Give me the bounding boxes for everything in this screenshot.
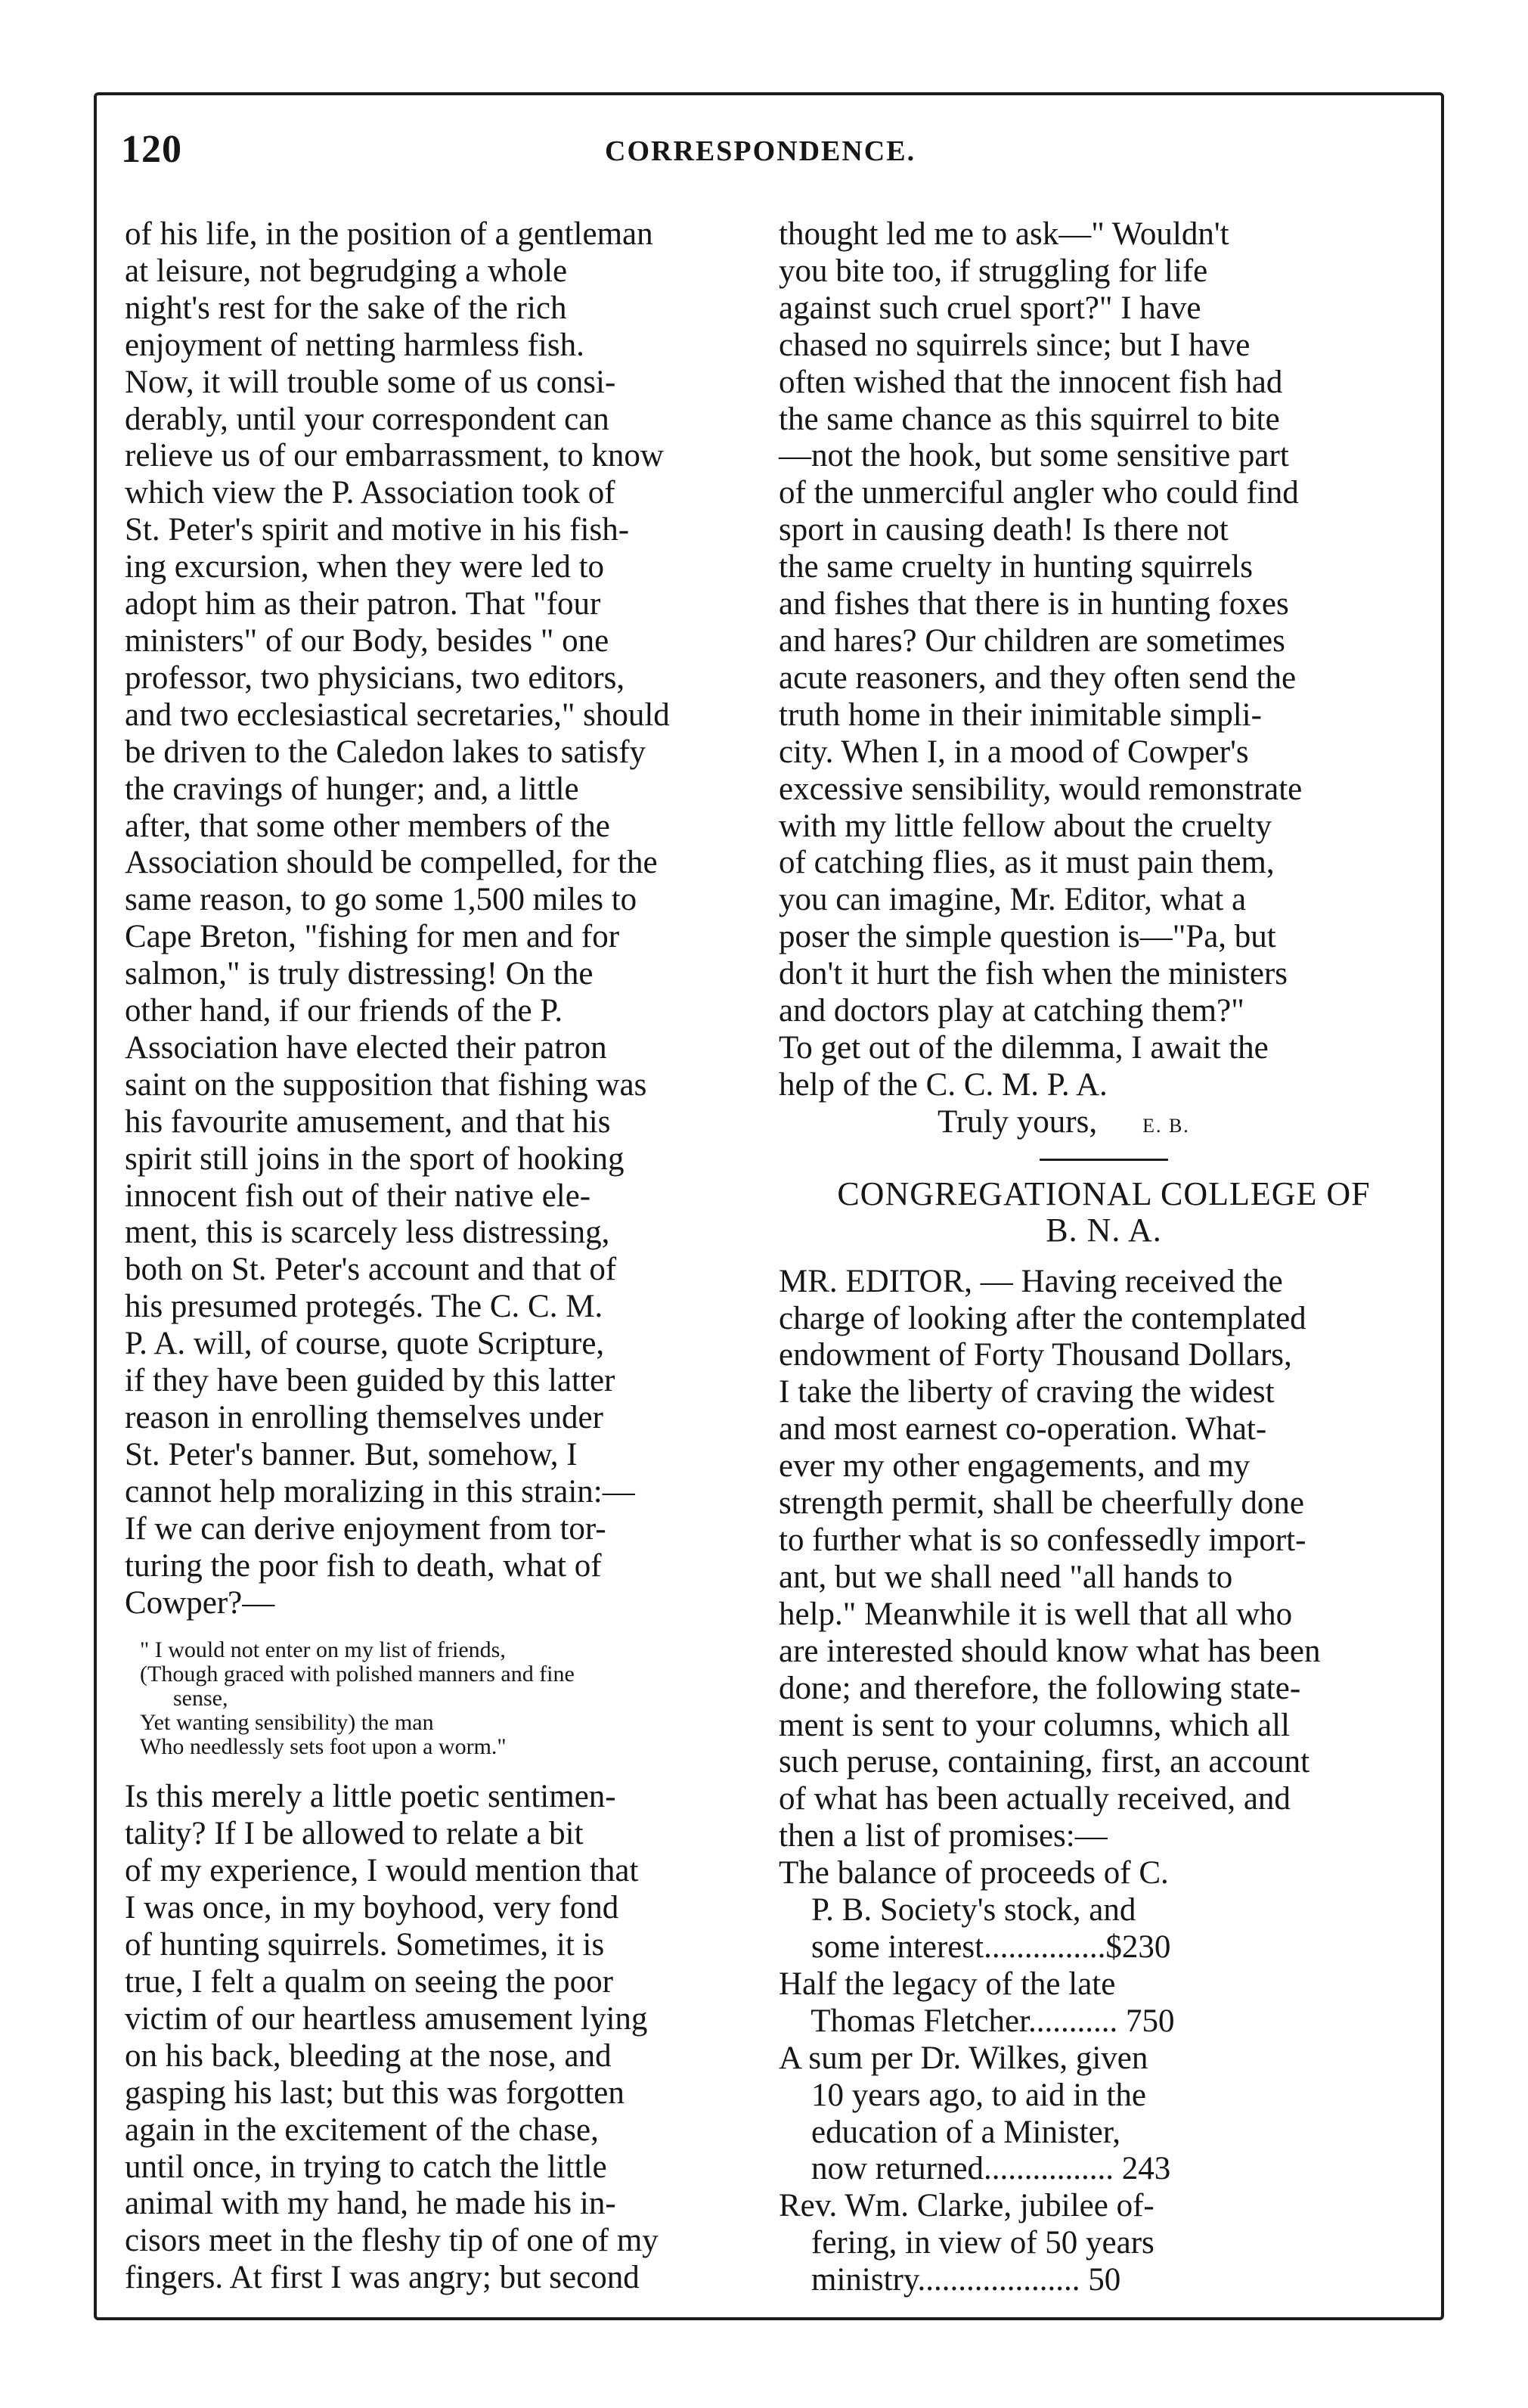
right-column [779, 216, 1429, 2299]
text-line: Cowper?— [125, 1584, 275, 1621]
text-line: against such cruel sport?" I have [779, 290, 1201, 326]
text-line: truth home in their inimitable simpli- [779, 697, 1262, 733]
text-line: derably, until your correspondent can [125, 401, 609, 437]
section-title [779, 1176, 1429, 1249]
text-line: of catching flies, as it must pain them, [779, 845, 1275, 881]
text-line: sport in causing death! Is there not [779, 512, 1229, 548]
text-line: saint on the supposition that fishing was [125, 1066, 647, 1103]
right-column-text [779, 216, 1429, 1104]
text-line: —not the hook, but some sensitive part [779, 438, 1289, 474]
text-line: fingers. At first I was angry; but second [125, 2260, 640, 2296]
ledger-line: The balance of proceeds of C. [779, 1855, 1169, 1891]
text-line: help of the C. C. M. P. A. [779, 1066, 1108, 1103]
text-line: P. A. will, of course, quote Scripture, [125, 1326, 605, 1362]
text-line: which view the P. Association took of [125, 475, 615, 511]
text-line: and hares? Our children are sometimes [779, 622, 1285, 659]
left-column-text [125, 216, 764, 1621]
text-line: of hunting squirrels. Sometimes, it is [125, 1927, 605, 1963]
text-line: Is this merely a little poetic sentimen- [125, 1779, 616, 1815]
text-line: strength permit, shall be cheerfully done [779, 1485, 1304, 1522]
text-line: of the unmerciful angler who could find [779, 475, 1299, 511]
text-line: ing excursion, when they were led to [125, 549, 605, 585]
text-line: again in the excitement of the chase, [125, 2112, 599, 2148]
text-line: and doctors play at catching them?" [779, 993, 1244, 1029]
text-line: I was once, in my boyhood, very fond [125, 1890, 619, 1926]
text-line: poser the simple question is—"Pa, but [779, 919, 1276, 955]
text-line: of what has been actually received, and [779, 1781, 1291, 1817]
verse-line: Yet wanting sensibility) the man [140, 1710, 434, 1736]
text-line: victim of our heartless amusement lying [125, 2000, 648, 2037]
ledger-line: education of a Minister, [779, 2114, 1121, 2150]
ledger-line: ministry.................... 50 [779, 2262, 1121, 2298]
text-line: other hand, if our friends of the P. [125, 993, 563, 1029]
section-title-line-2: B. N. A. [1046, 1211, 1162, 1249]
section-divider [1040, 1159, 1168, 1161]
section-title-line-1: CONGREGATIONAL COLLEGE OF [837, 1175, 1371, 1212]
text-line: St. Peter's banner. But, somehow, I [125, 1436, 578, 1472]
text-line: with my little fellow about the cruelty [779, 808, 1272, 844]
cowper-verse [140, 1638, 764, 1759]
text-line: adopt him as their patron. That "four [125, 586, 601, 622]
ledger-line: A sum per Dr. Wilkes, given [779, 2040, 1148, 2076]
left-column-text-continued [125, 1779, 764, 2297]
text-line: you bite too, if struggling for life [779, 253, 1208, 289]
text-line: true, I felt a qualm on seeing the poor [125, 1963, 613, 2000]
signature-closing: Truly yours, [938, 1103, 1098, 1140]
text-line: Cape Breton, "fishing for men and for [125, 919, 620, 955]
text-line: on his back, bleeding at the nose, and [125, 2037, 612, 2074]
text-line: professor, two physicians, two editors, [125, 659, 625, 696]
text-line: turing the poor fish to death, what of [125, 1547, 602, 1584]
text-line: and two ecclesiastical secretaries," should [125, 697, 670, 733]
text-line: endowment of Forty Thousand Dollars, [779, 1337, 1292, 1373]
ledger-line: some interest...............$230 [779, 1929, 1171, 1965]
ledger-line: Half the legacy of the late [779, 1966, 1116, 2002]
text-line: spirit still joins in the sport of hooking [125, 1140, 625, 1177]
letter-signature [938, 1104, 1429, 1145]
text-line: To get out of the dilemma, I await the [779, 1029, 1269, 1066]
text-line: city. When I, in a mood of Cowper's [779, 734, 1249, 770]
text-line: ment is sent to your columns, which all [779, 1707, 1290, 1743]
text-line: are interested should know what has been [779, 1633, 1321, 1669]
text-line: gasping his last; but this was forgotten [125, 2074, 625, 2111]
text-line: enjoyment of netting harmless fish. [125, 327, 584, 363]
page-number: 120 [121, 128, 182, 171]
text-line: be driven to the Caledon lakes to satisfy [125, 734, 646, 770]
text-line: Association have elected their patron [125, 1029, 607, 1066]
ledger-line: now returned................ 243 [779, 2151, 1171, 2187]
text-line: help." Meanwhile it is well that all who [779, 1596, 1293, 1632]
text-line: same reason, to go some 1,500 miles to [125, 882, 637, 918]
text-line: chased no squirrels since; but I have [779, 327, 1251, 363]
text-line: Now, it will trouble some of us consi- [125, 364, 616, 400]
text-line: I take the liberty of craving the widest [779, 1374, 1275, 1410]
text-line: ever my other engagements, and my [779, 1448, 1251, 1485]
text-line: St. Peter's spirit and motive in his fish- [125, 512, 630, 548]
text-line: cisors meet in the fleshy tip of one of my [125, 2223, 659, 2259]
text-line: the cravings of hunger; and, a little [125, 771, 579, 807]
text-line: until once, in trying to catch the little [125, 2149, 607, 2185]
text-line: such peruse, containing, first, an account [779, 1744, 1310, 1780]
text-line: and fishes that there is in hunting foxes [779, 586, 1289, 622]
text-line: at leisure, not begrudging a whole [125, 253, 568, 289]
text-line: innocent fish out of their native ele- [125, 1178, 591, 1214]
text-line: excessive sensibility, would remonstrate [779, 771, 1303, 807]
text-line: night's rest for the sake of the rich [125, 290, 567, 326]
text-line: often wished that the innocent fish had [779, 364, 1283, 400]
text-line: of his life, in the position of a gentleman [125, 216, 653, 252]
text-line: to further what is so confessedly import- [779, 1522, 1306, 1558]
text-line: If we can derive enjoyment from tor- [125, 1510, 606, 1547]
text-line: ment, this is scarcely less distressing, [125, 1215, 610, 1251]
donations-list [779, 1855, 1429, 2299]
text-line: tality? If I be allowed to relate a bit [125, 1816, 584, 1852]
text-line: animal with my hand, he made his in- [125, 2186, 616, 2222]
text-line: and most earnest co-operation. What- [779, 1411, 1267, 1448]
verse-line: (Though graced with polished manners and fine [140, 1662, 575, 1687]
verse-line: sense, [173, 1686, 228, 1711]
text-line: both on St. Peter's account and that of [125, 1252, 617, 1288]
text-line: acute reasoners, and they often send the [779, 659, 1297, 696]
text-line: if they have been guided by this latter [125, 1363, 615, 1399]
text-line: don't it hurt the fish when the ministers [779, 956, 1288, 992]
text-line: the same chance as this squirrel to bite [779, 401, 1280, 437]
ledger-line: P. B. Society's stock, and [779, 1892, 1136, 1929]
ledger-line: Thomas Fletcher........... 750 [779, 2003, 1175, 2039]
text-line: his favourite amusement, and that his [125, 1103, 611, 1140]
text-line: after, that some other members of the [125, 808, 610, 844]
text-line: done; and therefore, the following state- [779, 1670, 1301, 1706]
text-line: his presumed protegés. The C. C. M. [125, 1289, 603, 1325]
text-line: the same cruelty in hunting squirrels [779, 549, 1253, 585]
text-line: Association should be compelled, for the [125, 845, 658, 881]
text-line: MR. EDITOR, — Having received the [779, 1263, 1283, 1299]
college-letter-text [779, 1264, 1429, 1856]
text-line: you can imagine, Mr. Editor, what a [779, 882, 1247, 918]
text-line: relieve us of our embarrassment, to know [125, 438, 664, 474]
ledger-line: Rev. Wm. Clarke, jubilee of- [779, 2188, 1155, 2224]
text-line: ministers" of our Body, besides " one [125, 622, 609, 659]
left-column [125, 216, 764, 2297]
text-line: salmon," is truly distressing! On the [125, 956, 594, 992]
text-line: thought led me to ask—" Wouldn't [779, 216, 1229, 252]
ledger-line: 10 years ago, to aid in the [779, 2077, 1147, 2113]
text-line: of my experience, I would mention that [125, 1853, 639, 1889]
text-line: cannot help moralizing in this strain:— [125, 1473, 635, 1510]
verse-line: " I would not enter on my list of friends, [140, 1637, 506, 1663]
text-line: reason in enrolling themselves under [125, 1400, 603, 1435]
verse-line: Who needlessly sets foot upon a worm." [140, 1734, 507, 1760]
signature-initials: E. B. [1142, 1114, 1190, 1137]
text-line: charge of looking after the contemplated [779, 1300, 1306, 1336]
text-line: ant, but we shall need "all hands to [779, 1559, 1233, 1595]
text-line: then a list of promises:— [779, 1818, 1108, 1854]
page-header [121, 127, 1429, 180]
ledger-line: fering, in view of 50 years [779, 2225, 1155, 2261]
running-head: CORRESPONDENCE. [605, 135, 916, 167]
